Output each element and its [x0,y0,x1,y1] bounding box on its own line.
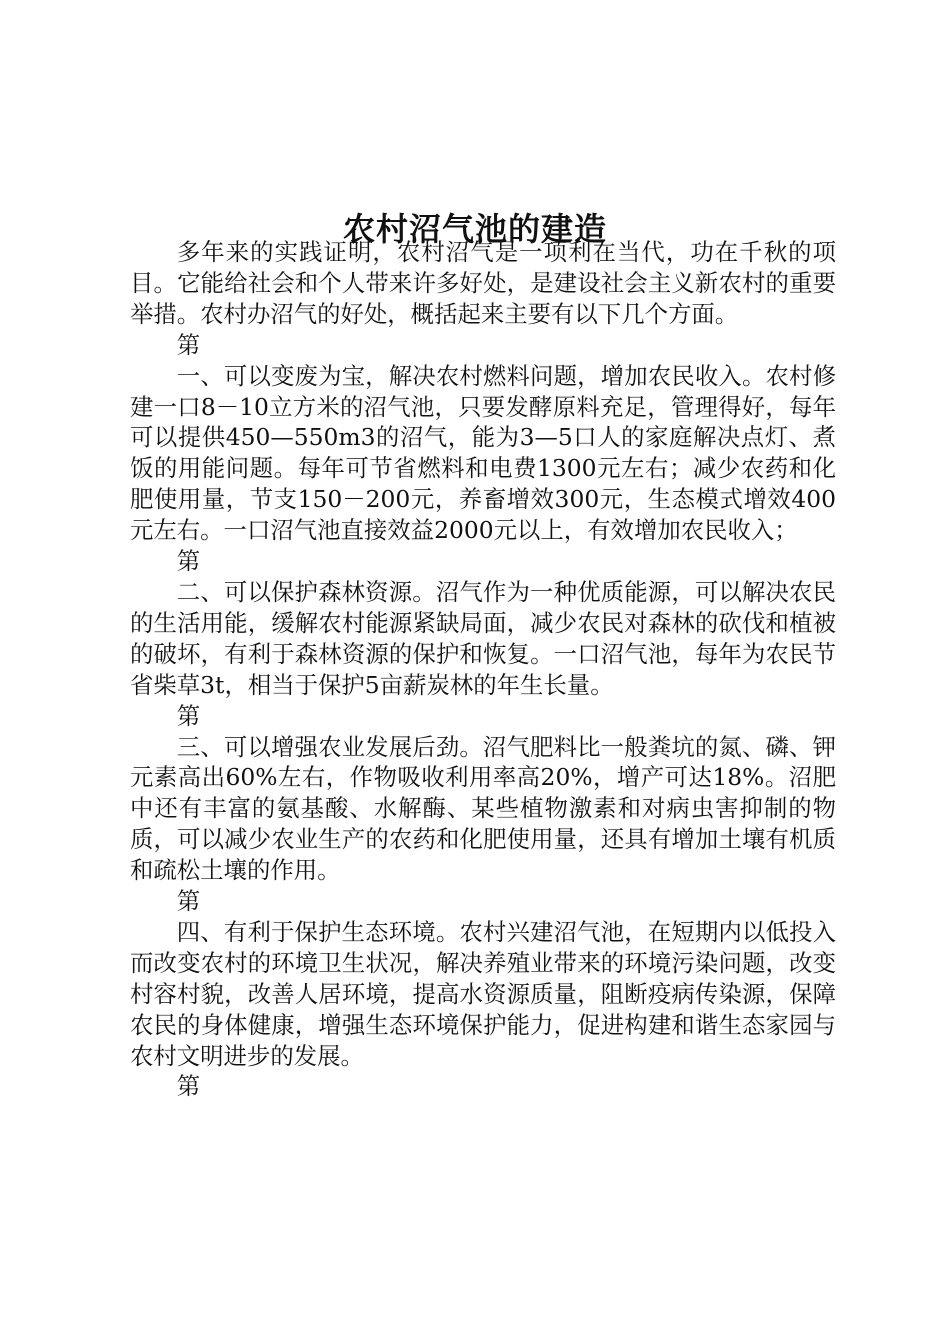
section-marker: 第 [176,701,201,730]
section-marker: 第 [176,330,201,359]
section-marker: 第 [176,887,201,916]
paragraph-intro: 多年来的实践证明，农村沼气是一项利在当代，功在千秋的项目。它能给社会和个人带来许多好处，是建设社会主义新农村的重要举措。农村办沼气的好处，概括起来主要有以下几个方面。 [130,238,836,328]
section-marker: 第 [176,1072,201,1101]
paragraph-point-4: 四、有利于保护生态环境。农村兴建沼气池，在短期内以低投入而改变农村的环境卫生状况，解决养殖业带来的环境污染问题，改变村容村貌，改善人居环境，提高水资源质量，阻断疫病传染源，保障农民的身体健康，增强生态环境保护能力，促进构建和谐生态家园与农村文明进步的发展。 [130,917,836,1070]
section-marker: 第 [176,547,201,576]
paragraph-point-1: 一、可以变废为宝，解决农村燃料问题，增加农民收入。农村修建一口8－10立方米的沼气池，只要发酵原料充足，管理得好，每年可以提供450—550m3的沼气，能为3—5口人的家庭解决点灯、煮饭的用能问题。每年可节省燃料和电费1300元左右；减少农药和化肥使用量，节支150－200元，养畜增效300元，生态模式增效400元左右。一口沼气池直接效益2000元以上，有效增加农民收入； [130,361,836,545]
document-body [130,237,836,1102]
document-title: 农村沼气池的建造 [342,210,607,249]
paragraph-point-3: 三、可以增强农业发展后劲。沼气肥料比一般粪坑的氮、磷、钾元素高出60%左右，作物吸收利用率高20%，增产可达18%。沼肥中还有丰富的氨基酸、水解酶、某些植物激素和对病虫害抑制的物质，可以减少农业生产的农药和化肥使用量，还具有增加土壤有机质和疏松土壤的作用。 [130,732,836,885]
paragraph-point-2: 二、可以保护森林资源。沼气作为一种优质能源，可以解决农民的生活用能，缓解农村能源紧缺局面，减少农民对森林的砍伐和植被的破坏，有利于森林资源的保护和恢复。一口沼气池，每年为农民节省柴草3t，相当于保护5亩薪炭林的年生长量。 [130,577,836,699]
